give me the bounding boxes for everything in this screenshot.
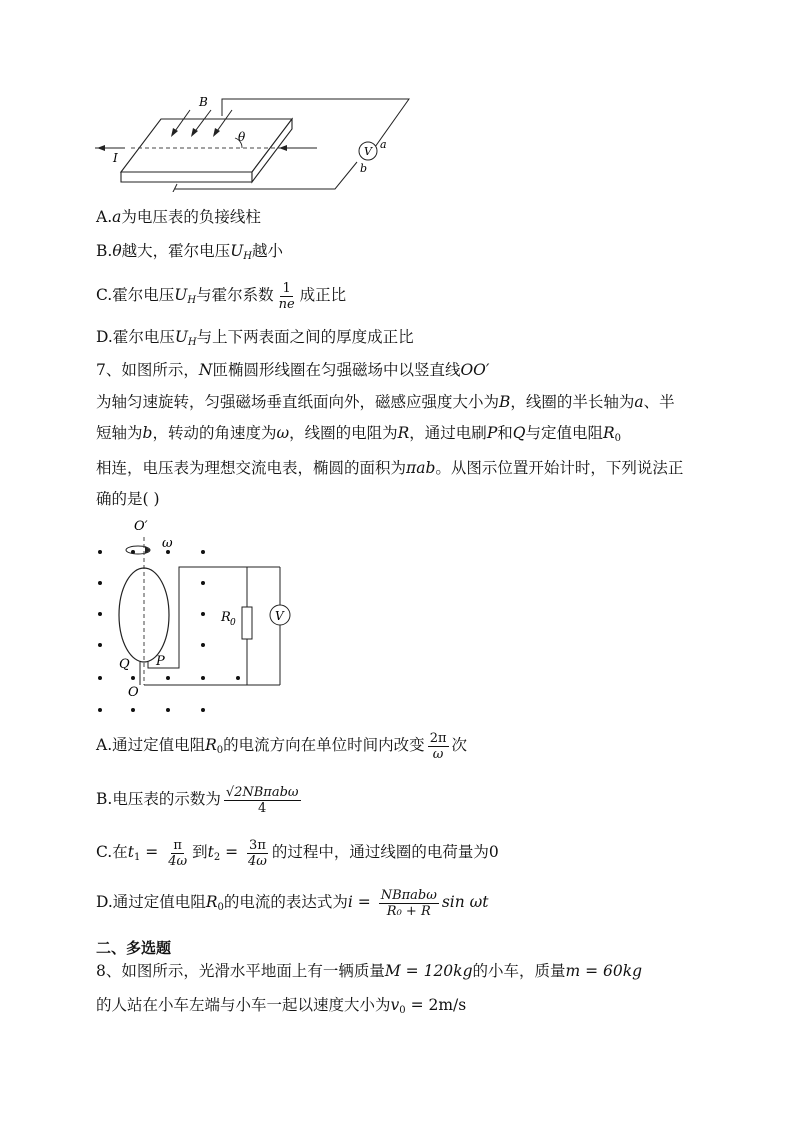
q6-option-d: D.霍尔电压$U_H$与上下两表面之间的厚度成正比 <box>96 328 414 348</box>
label-r0: R <box>221 610 231 625</box>
label-p: P <box>156 654 165 669</box>
label-B: B <box>199 95 208 109</box>
plate-front <box>121 172 252 182</box>
q7-line-2: 为轴匀速旋转，匀强磁场垂直纸面向外，磁感应强度大小为B，线圈的半长轴为a、半 <box>96 393 675 411</box>
plate-top <box>121 119 292 172</box>
label-q: Q <box>119 657 130 672</box>
rotating-coil-figure <box>90 515 300 720</box>
q7-option-d: D.通过定值电阻$R_0$的电流的表达式为i = $\frac{\text{NBπabω}}{\text{R₀ + R}}$ sin ωt <box>96 887 489 919</box>
current-arrow-icon <box>97 145 105 151</box>
label-b: b <box>360 162 368 175</box>
q7-line-1: 7、如图所示，N匝椭圆形线圈在匀强磁场中以竖直线OO′ <box>96 361 490 379</box>
q8-line-2: 的人站在小车左端与小车一起以速度大小为$v_0 = 2m/s$ <box>96 996 467 1016</box>
resistor-r0 <box>242 607 252 639</box>
label-o-prime: O′ <box>134 519 148 534</box>
q7-option-b: B.电压表的示数为 $\frac{\text{√2NBπabω}}{4}$ <box>96 784 299 816</box>
wire-bottom <box>171 184 177 192</box>
label-I: I <box>113 151 118 165</box>
svg-text:V: V <box>275 609 284 623</box>
q6-option-c: C.霍尔电压$U_H$与霍尔系数 $\frac{1}{ne}$ 成正比 <box>96 280 347 312</box>
section-heading: 二、多选题 <box>96 939 172 957</box>
field-dots <box>98 550 240 712</box>
label-omega: ω <box>162 536 173 551</box>
svg-text:V: V <box>364 145 372 158</box>
q7-line-4: 相连，电压表为理想交流电表，椭圆的面积为πab。从图示位置开始计时，下列说法正 <box>96 459 684 477</box>
q7-line-5: 确的是( ) <box>96 490 160 508</box>
label-a: a <box>380 138 387 151</box>
q8-line-1: 8、如图所示，光滑水平地面上有一辆质量M = 120kg的小车，质量m = 60kg <box>96 962 643 980</box>
q7-option-a: A.通过定值电阻$R_0$的电流方向在单位时间内改变 $\frac{2\pi}{\omega}$ 次 <box>96 730 468 762</box>
q6-option-b: B.θ越大，霍尔电压$U_H$越小 <box>96 242 284 262</box>
hall-effect-figure <box>95 92 425 192</box>
q7-line-3: 短轴为b，转动的角速度为ω，线圈的电阻为R，通过电刷P和Q与定值电阻$R_0$ <box>96 424 622 444</box>
svg-text:0: 0 <box>230 618 236 628</box>
q7-option-c: C.在$t_1$ = $\frac{\pi}{4\omega}$ 到$t_2$ = $\frac{3\pi}{4\omega}$ 的过程中，通过线圈的电荷量为0 <box>96 837 499 869</box>
label-o: O <box>128 685 139 700</box>
q6-option-a: A.a为电压表的负接线柱 <box>96 208 261 226</box>
label-theta: θ <box>238 130 246 144</box>
current-arrow-in-icon <box>279 145 287 151</box>
